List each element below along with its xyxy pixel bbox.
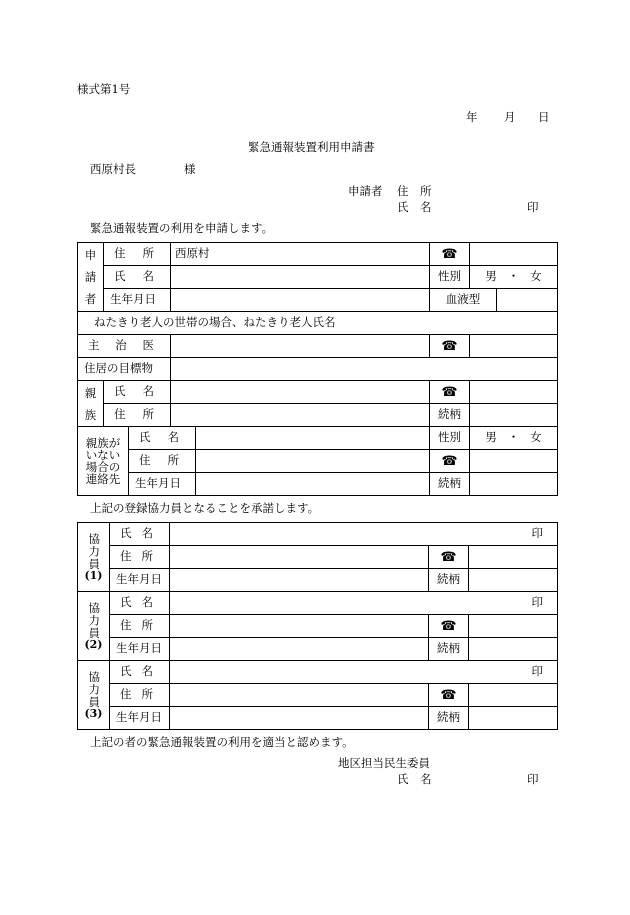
cooperator-2-address-label: 住 所	[110, 615, 170, 638]
cooperator-2-name-label: 氏 名	[110, 592, 170, 615]
doctor-field[interactable]	[171, 335, 430, 358]
applicant-header-label: 申請者	[348, 184, 383, 198]
cooperator-2-dob-field[interactable]	[170, 638, 429, 661]
applicant-sex-label: 性別	[430, 266, 470, 289]
cooperator-1-name-field[interactable]: 印	[170, 523, 558, 546]
cooperator-2-label: 協力員 (2)	[78, 592, 110, 661]
request-text: 緊急通報装置の利用を申請します。	[90, 221, 274, 235]
alt-address-field[interactable]	[196, 450, 430, 473]
telephone-icon: ☎	[429, 615, 469, 638]
telephone-icon: ☎	[430, 243, 470, 266]
telephone-icon: ☎	[430, 381, 470, 404]
applicant-blood-field[interactable]	[497, 289, 558, 312]
applicant-address-field[interactable]: 西原村	[171, 243, 430, 266]
cooperator-1-label: 協力員 (1)	[78, 523, 110, 592]
cooperator-1-address-field[interactable]	[170, 546, 429, 569]
form-number: 様式第1号	[77, 82, 131, 96]
alt-sex-label: 性別	[430, 427, 470, 450]
cooperator-3-relation-field[interactable]	[469, 707, 558, 730]
date-day: 日	[538, 110, 550, 124]
alt-relation-label: 続柄	[430, 473, 470, 496]
cooperator-1-dob-field[interactable]	[170, 569, 429, 592]
landmark-field[interactable]	[171, 358, 558, 381]
applicant-header-address: 住 所	[397, 184, 432, 198]
cooperator-1-address-label: 住 所	[110, 546, 170, 569]
relative-address-label: 住 所	[104, 404, 171, 427]
relative-phone-field[interactable]	[470, 381, 558, 404]
cooperator-3-dob-label: 生年月日	[110, 707, 170, 730]
cooperator-1-relation-label: 続柄	[429, 569, 469, 592]
consent-text: 上記の登録協力員となることを承諾します。	[90, 501, 320, 515]
relative-address-field[interactable]	[171, 404, 430, 427]
relative-relation-label: 続柄	[430, 404, 470, 427]
applicant-sex-field[interactable]: 男 ・ 女	[470, 266, 558, 289]
applicant-blood-label: 血液型	[430, 289, 497, 312]
alt-address-label: 住 所	[129, 450, 196, 473]
relative-name-label: 氏 名	[104, 381, 171, 404]
cooperator-2-address-field[interactable]	[170, 615, 429, 638]
telephone-icon: ☎	[430, 335, 470, 358]
applicant-phone-field[interactable]	[470, 243, 558, 266]
commissioner-name-label: 氏 名	[397, 772, 432, 786]
applicant-dob-label: 生年月日	[104, 289, 171, 312]
cooperator-3-label: 協力員 (3)	[78, 661, 110, 730]
telephone-icon: ☎	[430, 450, 470, 473]
alt-sex-field[interactable]: 男 ・ 女	[470, 427, 558, 450]
telephone-icon: ☎	[429, 546, 469, 569]
cooperator-2-relation-field[interactable]	[469, 638, 558, 661]
page-title: 緊急通報装置利用申請書	[248, 140, 375, 154]
applicant-header-seal: 印	[527, 200, 539, 214]
commissioner-label: 地区担当民生委員	[338, 756, 430, 770]
applicant-name-label: 氏 名	[104, 266, 171, 289]
alt-name-label: 氏 名	[129, 427, 196, 450]
date-month: 月	[504, 110, 516, 124]
cooperator-3-address-field[interactable]	[170, 684, 429, 707]
bedridden-label: ねたきり老人の世帯の場合、ねたきり老人氏名	[78, 312, 558, 335]
alt-dob-label: 生年月日	[129, 473, 196, 496]
cooperator-3-name-field[interactable]: 印	[170, 661, 558, 684]
addressee-name: 西原村長	[90, 162, 136, 176]
relative-name-field[interactable]	[171, 381, 430, 404]
approval-text: 上記の者の緊急通報装置の利用を適当と認めます。	[90, 735, 354, 749]
cooperator-3-relation-label: 続柄	[429, 707, 469, 730]
cooperator-2-name-field[interactable]: 印	[170, 592, 558, 615]
cooperator-3-dob-field[interactable]	[170, 707, 429, 730]
cooperator-1-name-label: 氏 名	[110, 523, 170, 546]
cooperator-3-phone-field[interactable]	[469, 684, 558, 707]
applicant-address-label: 住 所	[104, 243, 171, 266]
alt-contact-group-label: 親族が いない 場合の 連絡先	[78, 427, 129, 496]
alt-name-field[interactable]	[196, 427, 430, 450]
cooperator-2-dob-label: 生年月日	[110, 638, 170, 661]
cooperator-2-phone-field[interactable]	[469, 615, 558, 638]
doctor-phone-field[interactable]	[470, 335, 558, 358]
relative-group-label: 親 族	[78, 381, 104, 427]
alt-dob-field[interactable]	[196, 473, 430, 496]
alt-relation-field[interactable]	[470, 473, 558, 496]
commissioner-seal: 印	[527, 772, 539, 786]
cooperator-3-name-label: 氏 名	[110, 661, 170, 684]
date-year: 年	[466, 110, 478, 124]
cooperators-table	[77, 522, 558, 730]
addressee-honorific: 様	[184, 162, 196, 176]
applicant-table	[77, 242, 558, 427]
telephone-icon: ☎	[429, 684, 469, 707]
cooperator-1-dob-label: 生年月日	[110, 569, 170, 592]
landmark-label: 住居の目標物	[78, 358, 171, 381]
relative-relation-field[interactable]	[470, 404, 558, 427]
applicant-group-label: 申 請 者	[78, 243, 104, 312]
applicant-dob-field[interactable]	[171, 289, 430, 312]
cooperator-3-address-label: 住 所	[110, 684, 170, 707]
applicant-header-name: 氏 名	[397, 200, 432, 214]
cooperator-2-relation-label: 続柄	[429, 638, 469, 661]
cooperator-1-phone-field[interactable]	[469, 546, 558, 569]
doctor-label: 主 治 医	[78, 335, 171, 358]
alt-contact-table	[77, 426, 558, 496]
alt-phone-field[interactable]	[470, 450, 558, 473]
cooperator-1-relation-field[interactable]	[469, 569, 558, 592]
applicant-name-field[interactable]	[171, 266, 430, 289]
